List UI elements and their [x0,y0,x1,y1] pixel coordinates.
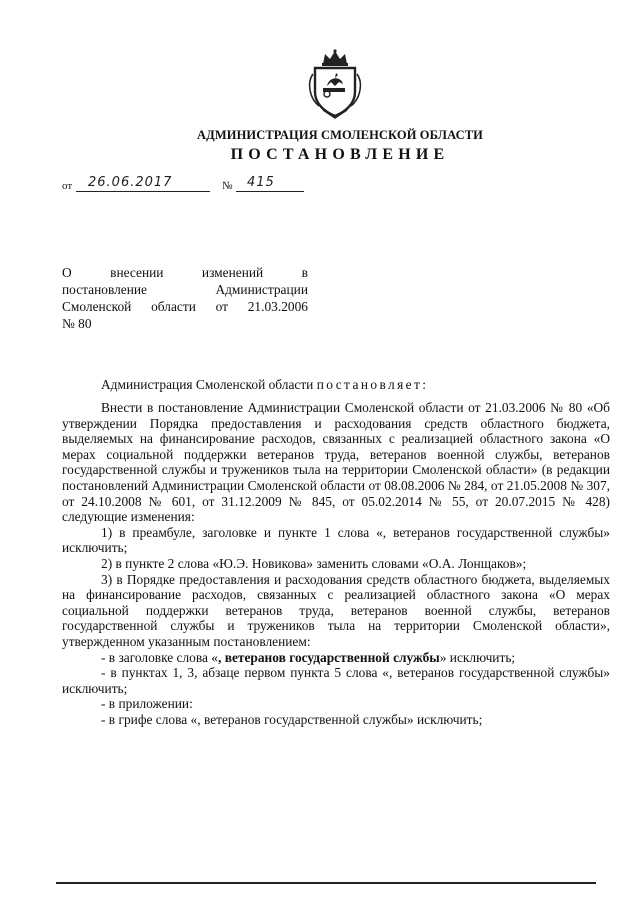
document-body [62,400,610,727]
document-date: 26.06.2017 [88,175,173,190]
date-from-label: от [62,180,73,192]
date-underline [76,191,210,192]
subject-line: Смоленской области от 21.03.2006 [62,299,308,314]
body-subitem-4: - в грифе слова «, ветеранов государственной службы» исключить; [101,711,483,727]
decree-verb: постановляет: [316,377,429,392]
subject-line: № 80 [62,316,92,331]
body-item-1: 1) в преамбуле, заголовке и пункте 1 слова «, ветеранов государственной службы» исключить; [62,524,610,556]
coat-of-arms-emblem [305,48,365,120]
number-label: № [222,180,233,192]
body-subitem-3: - в приложении: [101,696,193,712]
decree-prefix: Администрация Смоленской области [101,377,314,392]
organization-name: АДМИНИСТРАЦИЯ СМОЛЕНСКОЙ ОБЛАСТИ [197,128,483,142]
body-item-3: 3) в Порядке предоставления и расходования средств областного бюджета, выделяемых на финансирование расходов, связанных с реализацией областного закона «О мерах социальной поддержки ветеранов труда, ветеранов военной службы, ветеранов государственной службы и тружеников тыла на территории Смоленской области», утвержденном указанным постановлением: [62,571,610,649]
decree-statement [101,377,428,393]
document-type-title: ПОСТАНОВЛЕНИЕ [230,146,450,163]
document-number: 415 [247,175,275,190]
date-number-line [62,176,322,194]
body-paragraph-intro: Внести в постановление Администрации Смоленской области от 21.03.2006 № 80 «Об утверждении Порядка предоставления и расходования средств областного бюджета, выделяемых на финансирование расходов, связанных с реализацией областного закона «О мерах социальной поддержки ветеранов труда, ветеранов военной службы, ветеранов государственной службы и тружеников тыла на территории Смоленской области» (в редакции постановлений Администрации Смоленской области от 08.08.2006 № 284, от 21.05.2008 № 307, от 24.10.2008 № 601, от 31.12.2009 № 845, от 05.02.2014 № 55, от 20.07.2015 № 428) следующие изменения: [62,400,610,525]
subject-line: постановление Администрации [62,282,308,297]
bottom-border-line [56,882,596,884]
bold-phrase: , ветеранов государственной службы [218,649,440,665]
body-subitem-1: - в заголовке слова «, ветеранов государственной службы» исключить; [101,649,516,665]
body-item-2: 2) в пункте 2 слова «Ю.Э. Новикова» заменить словами «О.А. Лонщаков»; [101,555,527,571]
body-subitem-2: - в пунктах 1, 3, абзаце первом пункта 5 слова «, ветеранов государственной службы» исключить; [62,665,610,696]
document-subject [62,264,308,332]
subject-line: О внесении изменений в [62,265,308,280]
number-underline [236,191,304,192]
